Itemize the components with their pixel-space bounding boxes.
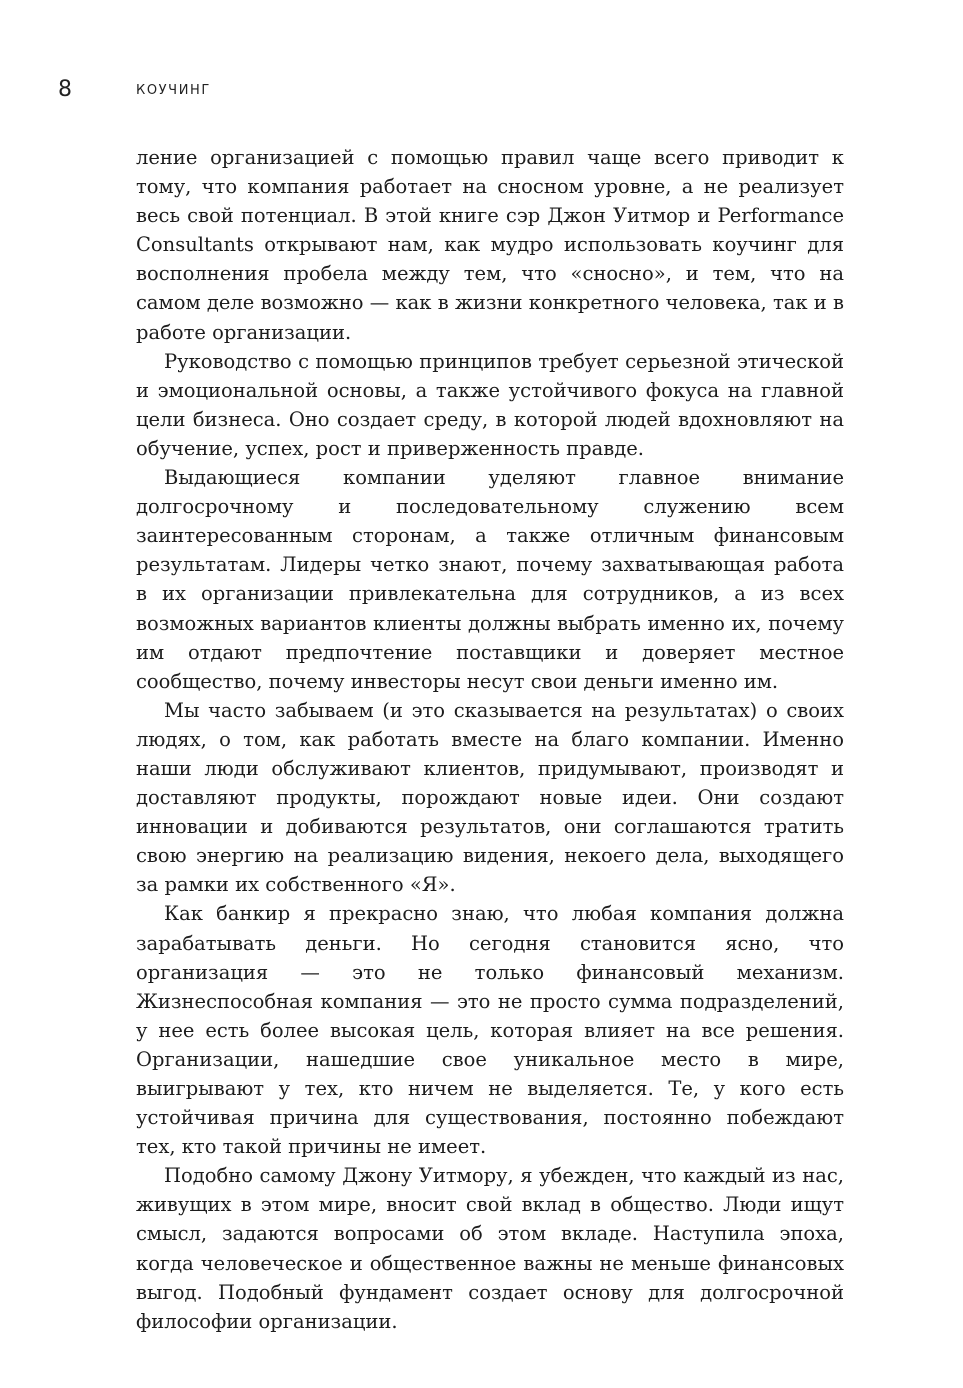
paragraph: Подобно самому Джону Уитмору, я убежден, что каждый из нас, живущих в этом мире, вносит свой вклад в общество. Люди ищут смысл, задаются вопросами об этом вкладе. Наступила эпоха, когда человеческое и общественное важны не меньше финансовых выгод. Подобный фундамент создает основу для долгосрочной философии организации. [136,1164,844,1333]
paragraph: Как банкир я прекрасно знаю, что любая компания должна зарабатывать деньги. Но сегодня становится ясно, что организация — это не только финансовый механизм. Жизнеспособная компания — это не просто сумма подразделений, у нее есть более высокая цель, которая влияет на все решения. Организации, нашедшие свое уникальное место в мире, выигрывают у тех, кто ничем не выделяется. Те, у кого есть устойчивая причина для существования, постоянно побеждают тех, кто такой причины не имеет. [136,902,844,1159]
body-text [136,143,844,1336]
paragraph: Мы часто забываем (и это сказывается на результатах) о своих людях, о том, как работать вместе на благо компании. Именно наши люди обслуживают клиентов, придумывают, производят и доставляют продукты, порождают новые идеи. Они создают инновации и добиваются результатов, они соглашаются тратить свою энергию на реализацию видения, некоего дела, выходящего за рамки их собственного «Я». [136,698,844,897]
page-number: 8 [58,77,72,102]
paragraph: Руководство с помощью принципов требует серьезной этической и эмоциональной основы, а также устойчивого фокуса на главной цели бизнеса. Оно создает среду, в которой людей вдохновляют на обучение, успех, рост и приверженность правде. [136,349,844,460]
paragraph: Выдающиеся компании уделяют главное внимание долгосрочному и последовательному служению всем заинтересованным сторонам, а также отличным финансовым результатам. Лидеры четко знают, почему захватывающая работа в их организации привлекательна для сотрудников, а из всех возможных вариантов клиенты должны выбрать именно их, почему им отдают предпочтение поставщики и доверяет местное сообщество, почему инвесторы несут свои деньги именно им. [136,466,844,693]
paragraph: ление организацией с помощью правил чаще всего приводит к тому, что компания работает на сносном уровне, а не реализует весь свой потенциал. В этой книге сэр Джон Уитмор и Performance Consultants открывают нам, как мудро использовать коучинг для восполнения пробела между тем, что «сносно», и тем, что на самом деле возможно — как в жизни конкретного человека, так и в работе организации. [136,146,844,344]
running-head: КОУЧИНГ [136,83,211,98]
